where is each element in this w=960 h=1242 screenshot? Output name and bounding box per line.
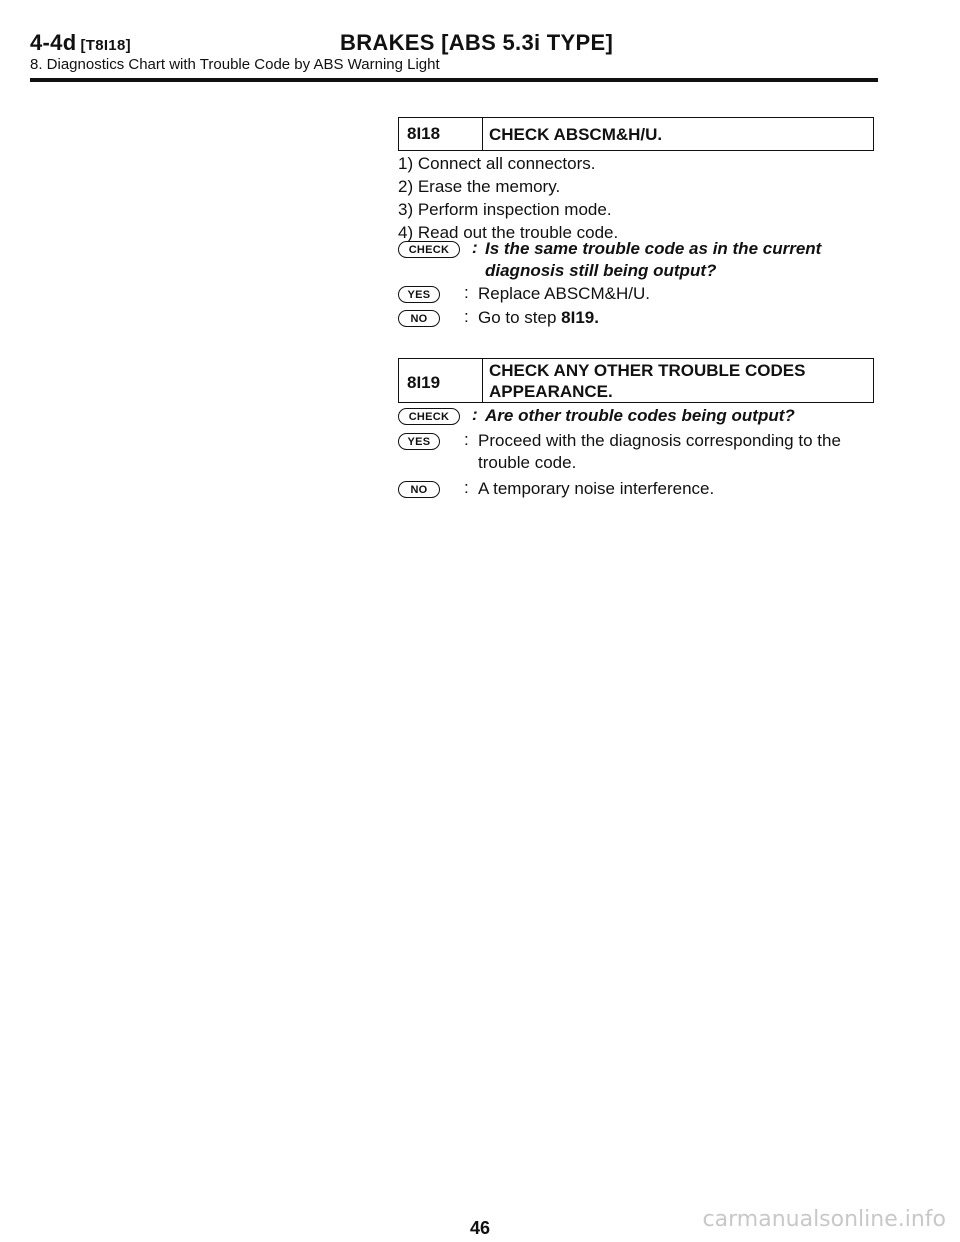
step-title: [483, 359, 873, 402]
list-item: 2) Erase the memory.: [398, 177, 561, 196]
list-item: 4) Read out the trouble code.: [398, 223, 619, 242]
header-rule: [30, 78, 878, 82]
yes-icon: YES: [398, 286, 440, 303]
yes-answer: Proceed with the diagnosis corresponding to the: [478, 431, 841, 450]
step-title: CHECK ABSCM&H/U.: [489, 124, 663, 144]
step-title-line: APPEARANCE.: [489, 381, 613, 401]
page-subtitle: 8. Diagnostics Chart with Trouble Code by ABS Warning Light: [30, 56, 440, 73]
step-number: 8I19: [399, 359, 483, 402]
no-icon: NO: [398, 481, 440, 498]
list-item: 1) Connect all connectors.: [398, 154, 596, 173]
yes-answer: trouble code.: [478, 453, 577, 472]
step-box-8i19: [398, 358, 874, 403]
check-icon: CHECK: [398, 241, 460, 258]
yes-icon: YES: [398, 433, 440, 450]
list-item: 3) Perform inspection mode.: [398, 200, 612, 219]
colon: :: [472, 405, 478, 424]
watermark: carmanualsonline.info: [702, 1207, 946, 1232]
colon: :: [464, 430, 469, 449]
colon: :: [464, 307, 469, 326]
page-number: 46: [469, 1218, 491, 1238]
step-title-line: CHECK ANY OTHER TROUBLE CODES: [489, 360, 806, 380]
section-ref: [T8I18]: [80, 37, 131, 54]
no-answer: A temporary noise interference.: [478, 479, 715, 498]
no-answer: [478, 307, 599, 329]
section-code: 4-4d: [30, 30, 77, 55]
colon: :: [464, 478, 469, 497]
yes-answer: Replace ABSCM&H/U.: [478, 284, 650, 303]
no-answer-text: Go to step: [478, 308, 562, 327]
check-question: Is the same trouble code as in the current: [485, 239, 822, 258]
step-box-8i18: [398, 117, 874, 151]
check-question: diagnosis still being output?: [485, 261, 717, 280]
page-title: BRAKES [ABS 5.3i TYPE]: [340, 30, 614, 55]
no-icon: NO: [398, 310, 440, 327]
step-link: 8I19.: [561, 308, 599, 327]
step-number: 8I18: [399, 118, 483, 150]
section-number: [30, 30, 131, 56]
check-question: Are other trouble codes being output?: [485, 406, 795, 425]
colon: :: [472, 238, 478, 257]
colon: :: [464, 283, 469, 302]
check-icon: CHECK: [398, 408, 460, 425]
